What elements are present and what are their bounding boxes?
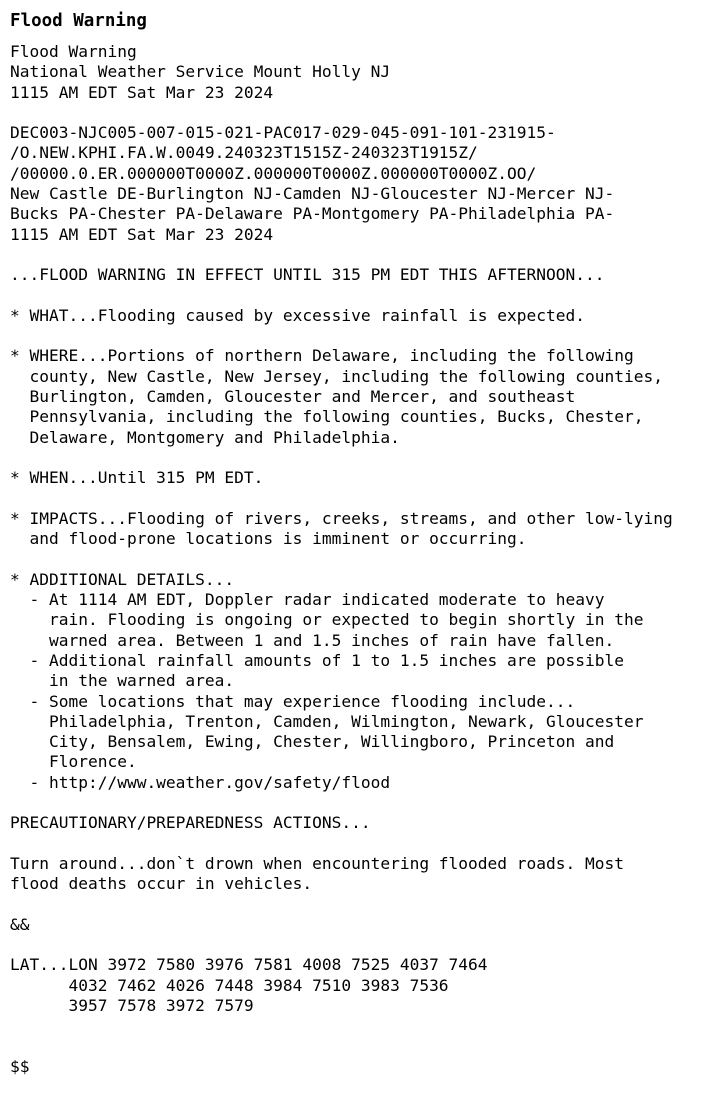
- page-title: Flood Warning: [10, 11, 147, 31]
- flood-warning-bulletin-text: Flood Warning National Weather Service Mount Holly NJ 1115 AM EDT Sat Mar 23 2024 DEC003-NJC005-007-015-021-PAC017-029-045-091-101-231915- /O.NEW.KPHI.FA.W.0049.240323T1515Z-240323T1915Z/ /00000.0.ER.000000T0000Z.000000T0000Z.000000T0000Z.OO/ New Castle DE-Burlington NJ-Camden NJ-Gloucester NJ-Mercer NJ- Bucks PA-Chester PA-Delaware PA-Montgomery PA-Philadelphia PA- 1115 AM EDT Sat Mar 23 2024 ...FLOOD WARNING IN EFFECT UNTIL 315 PM EDT THIS AFTERNOON... * WHAT...Flooding caused by excessive rainfall is expected. * WHERE...Portions of northern Delaware, including the following county, New Castle, New Jersey, including the following counties, Burlington, Camden, Gloucester and Mercer, and southeast Pennsylvania, including the following counties, Bucks, Chester, Delaware, Montgomery and Philadelphia. * WHEN...Until 315 PM EDT. * IMPACTS...Flooding of rivers, creeks, streams, and other low-lying and flood-prone locations is imminent or occurring. * ADDITIONAL DETAILS... - At 1114 AM EDT, Doppler radar indicated moderate to heavy rain. Flooding is ongoing or expected to begin shortly in the warned area. Between 1 and 1.5 inches of rain have fallen. - Additional rainfall amounts of 1 to 1.5 inches are possible in the warned area. - Some locations that may experience flooding include... Philadelphia, Trenton, Camden, Wilmington, Newark, Gloucester City, Bensalem, Ewing, Chester, Willingboro, Princeton and Florence. - http://www.weather.gov/safety/flood PRECAUTIONARY/PREPAREDNESS ACTIONS... Turn around...don`t drown when encountering flooded roads. Most flood deaths occur in vehicles. && LAT...LON 3972 7580 3976 7581 4008 7525 4037 7464 4032 7462 4026 7448 3984 7510 3983 7536 3957 7578 3972 7579 $$: [10, 42, 673, 1076]
